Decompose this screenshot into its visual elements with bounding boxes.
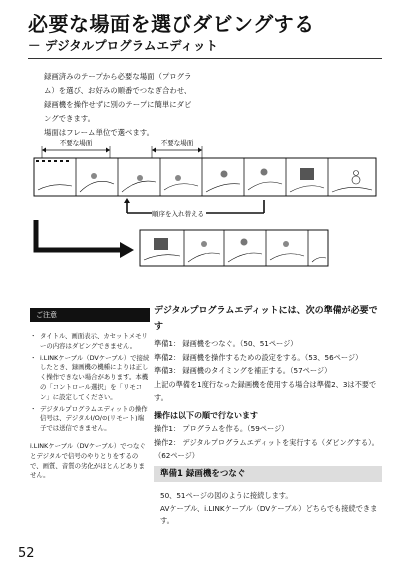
op-line: 操作1： プログラムを作る。（59ページ） (154, 424, 289, 433)
intro-line: 録画機を操作せずに別のテープに簡単にダビ (44, 100, 192, 109)
caution-box (30, 308, 150, 481)
caution-item: ・ デジタルプログラムエディットの操作信号は、デジタルI/O/⊙(リモート)端子では送信できません。 (30, 405, 150, 434)
unneeded-label-1: 不要な場面 (59, 139, 93, 147)
editing-diagram (28, 138, 382, 286)
intro-line: ム）を選び、お好みの順番でつなぎ合わせ、 (44, 86, 192, 95)
caution-title: ご注意 (30, 308, 150, 322)
flow-arrow (36, 220, 134, 258)
page-subtitle: － デジタルプログラムエディット (28, 38, 218, 53)
unneeded-label-2: 不要な場面 (160, 139, 194, 147)
prep-line: 上記の準備を1度行なった録画機を使用する場合は準備2、3は不要です。 (154, 379, 377, 402)
intro-line: 録画済みのテープから必要な場面（プログラ (44, 72, 192, 81)
section-body (160, 490, 382, 528)
prep-line: 準備3： 録画機のタイミングを補正する。（57ページ） (154, 366, 332, 375)
title-divider (28, 58, 382, 59)
unneeded-marker-1 (42, 138, 110, 158)
source-film-strip (34, 158, 376, 196)
intro-line: 場面はフレーム単位で選べます。 (44, 128, 154, 137)
op-line: 操作2： デジタルプログラムエディットを実行する（ダビングする）。（62ページ） (154, 437, 379, 460)
preparation-text (154, 303, 384, 463)
page-title: 必要な場面を選びダビングする (28, 12, 315, 36)
caution-item: ・ i.LINKケーブル（DVケーブル）で接続したとき、録画機の機種によりは正しく操作できない場合があります。本機の「コントロール選択」を「リモコン」に設定してください。 (30, 354, 150, 403)
caution-list (30, 332, 150, 434)
unneeded-marker-2 (152, 138, 202, 158)
section-line: AVケーブル、i.LINKケーブル（DVケーブル）どちらでも接続できます。 (160, 503, 378, 525)
reorder-label: 順序を入れ替える (152, 210, 204, 218)
ilink-note: i.LINKケーブル（DVケーブル）でつなぐとデジタルで信号のやりとりをするので、画質、音質の劣化がほとんどありません。 (30, 441, 146, 480)
intro-text (44, 70, 244, 140)
section-heading: 準備1 録画機をつなぐ (154, 466, 382, 482)
preparation-lead: デジタルプログラムエディットには、次の準備が必要です (154, 306, 378, 332)
caution-item: ・ タイトル、画面表示、カセットメモリーの内容はダビングできません。 (30, 332, 150, 352)
prep-line: 準備1： 録画機をつなぐ。（50、51ページ） (154, 339, 298, 348)
operations-heading: 操作は以下の順で行ないます (154, 410, 258, 420)
reorder-arrow (124, 198, 264, 218)
section-line: 50、51ページの図のように接続します。 (160, 491, 293, 500)
page-number: 52 (18, 546, 35, 561)
intro-line: ングできます。 (44, 114, 95, 123)
result-film-strip (140, 230, 328, 266)
prep-line: 準備2： 録画機を操作するための設定をする。（53、56ページ） (154, 352, 363, 362)
